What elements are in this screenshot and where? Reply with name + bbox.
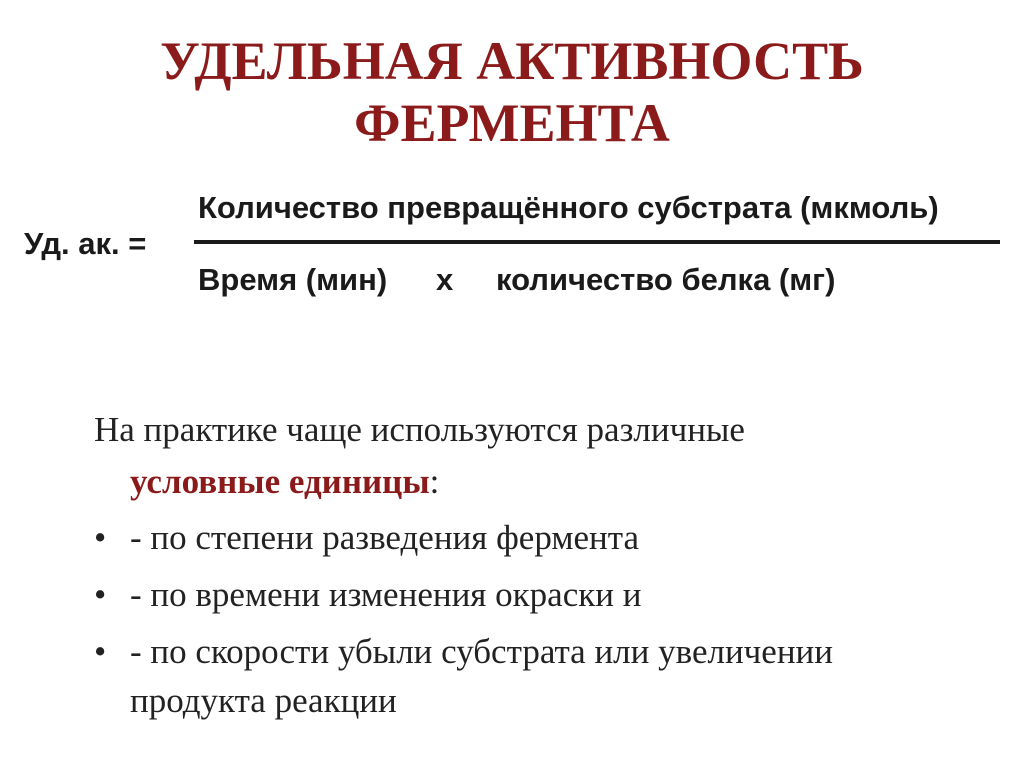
formula-denominator-time: Время (мин) [198,262,388,297]
title-line-1: УДЕЛЬНАЯ АКТИВНОСТЬ [160,31,864,91]
bullet-item-2: - по времени изменения окраски и [130,575,642,614]
intro-suffix: : [429,462,440,501]
formula-multiply-sign: x [436,262,454,297]
formula-numerator: Количество превращённого субстрата (мкмоль) [198,190,939,225]
intro-accent: условные единицы [130,462,430,501]
title-line-2: ФЕРМЕНТА [354,93,670,153]
bullet-marker: • [94,575,107,614]
formula-denominator-protein: количество белка (мг) [496,262,836,297]
bullet-marker: • [94,518,107,557]
bullet-marker: • [94,632,107,671]
intro-line-1: На практике чаще используются различные [94,410,745,449]
bullet-item-3-continuation: продукта реакции [130,681,397,720]
formula-lhs: Уд. ак. = [24,226,147,261]
intro-line-2 [130,462,439,502]
bullet-item-1: - по степени разведения фермента [130,518,639,557]
bullet-item-3: - по скорости убыли субстрата или увеличении [130,632,834,671]
